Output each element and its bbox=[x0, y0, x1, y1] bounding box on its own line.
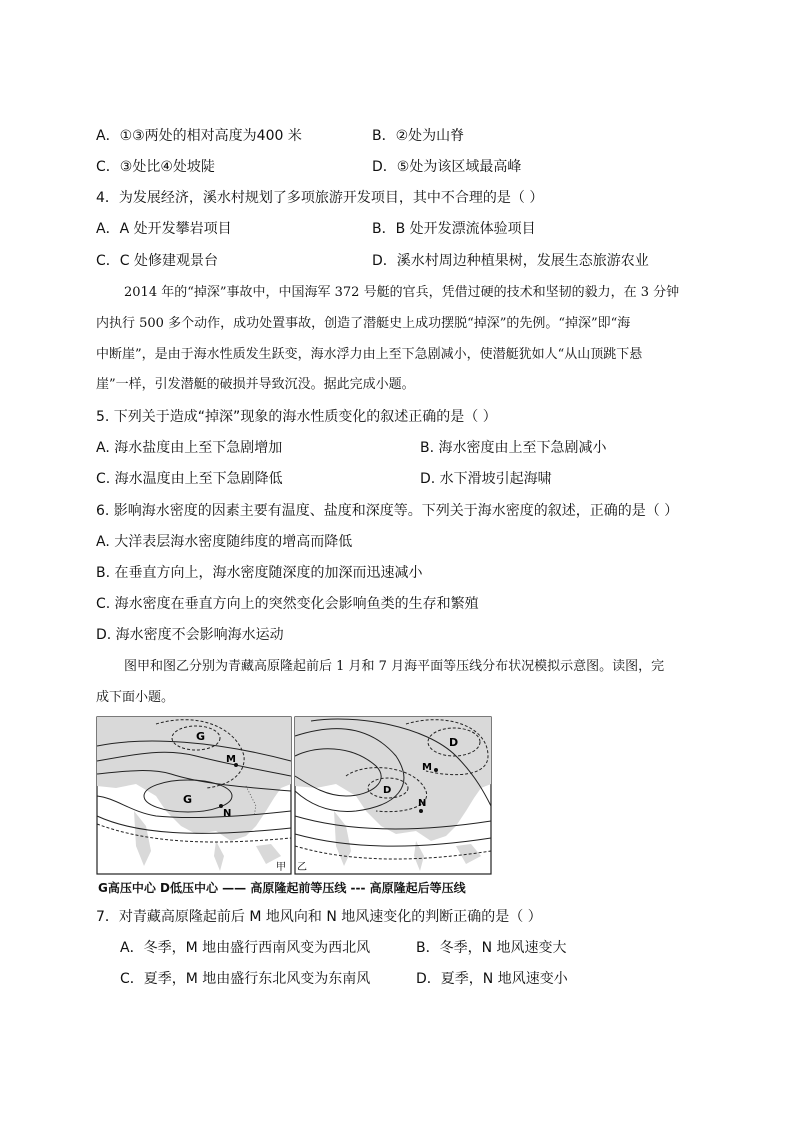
q3-option-c: C．③处比④处坡陡 bbox=[96, 159, 215, 175]
map-b bbox=[295, 717, 491, 874]
q3-option-b: B．②处为山脊 bbox=[372, 128, 465, 144]
map-a bbox=[97, 717, 291, 874]
q5-option-b: B. 海水密度由上至下急剧减小 bbox=[420, 440, 607, 456]
map-b-low-label-1: D bbox=[449, 736, 459, 749]
q6-option-c: C. 海水密度在垂直方向上的突然变化会影响鱼类的生存和繁殖 bbox=[96, 596, 479, 612]
map-a-high-label-1: G bbox=[196, 730, 206, 743]
q4-option-c: C．C 处修建观景台 bbox=[96, 253, 219, 269]
q5-stem: 5. 下列关于造成“掉深”现象的海水性质变化的叙述正确的是（ ） bbox=[96, 409, 497, 425]
q5-option-c: C. 海水温度由上至下急剧降低 bbox=[96, 471, 283, 487]
map-a-caption: 甲 bbox=[276, 862, 286, 873]
map-b-point-n: N bbox=[418, 798, 427, 809]
q7-option-a: A．冬季，M 地由盛行西南风变为西北风 bbox=[120, 940, 371, 956]
isobar-maps-figure bbox=[96, 716, 492, 876]
map-b-point-m: M bbox=[422, 762, 432, 773]
map-a-point-n: N bbox=[223, 808, 232, 819]
map-b-caption: 乙 bbox=[297, 862, 307, 873]
map-b-low-label-2: D bbox=[383, 785, 392, 796]
q7-option-d: D．夏季，N 地风速变小 bbox=[416, 971, 568, 987]
q7-option-c: C．夏季，M 地由盛行东北风变为东南风 bbox=[120, 971, 371, 987]
q6-option-d: D. 海水密度不会影响海水运动 bbox=[96, 627, 284, 643]
q4-option-d: D．溪水村周边种植果树，发展生态旅游农业 bbox=[372, 253, 649, 269]
figure-legend: G高压中心 D低压中心 —— 高原隆起前等压线 --- 高原隆起后等压线 bbox=[98, 881, 466, 895]
passage1-line4: 崖”一样，引发潜艇的破损并导致沉没。据此完成小题。 bbox=[96, 377, 415, 392]
passage2-line2: 成下面小题。 bbox=[96, 690, 175, 705]
q7-stem: 7．对青藏高原隆起前后 M 地风向和 N 地风速变化的判断正确的是（ ） bbox=[96, 909, 542, 925]
q4-stem: 4．为发展经济，溪水村规划了多项旅游开发项目，其中不合理的是（ ） bbox=[96, 190, 544, 206]
q5-option-a: A. 海水盐度由上至下急剧增加 bbox=[96, 440, 283, 456]
passage1-line3: 中断崖”，是由于海水性质发生跃变，海水浮力由上至下急剧减小，使潜艇犹如人“从山顶跳下悬 bbox=[96, 347, 643, 362]
q5-option-d: D. 水下滑坡引起海啸 bbox=[420, 471, 552, 487]
q7-option-b: B．冬季，N 地风速变大 bbox=[416, 940, 567, 956]
map-a-point-m: M bbox=[226, 754, 236, 765]
q4-option-b: B．B 处开发漂流体验项目 bbox=[372, 221, 536, 237]
q3-option-d: D．⑤处为该区域最高峰 bbox=[372, 159, 522, 175]
passage1-line2: 内执行 500 多个动作，成功处置事故，创造了潜艇史上成功摆脱“掉深”的先例。“掉深”即“海 bbox=[96, 316, 631, 331]
passage2-line1: 图甲和图乙分别为青藏高原隆起前后 1 月和 7 月海平面等压线分布状况模拟示意图。读图，完 bbox=[124, 659, 665, 674]
q3-option-a: A．①③两处的相对高度为400 米 bbox=[96, 128, 302, 144]
q6-option-a: A. 大洋表层海水密度随纬度的增高而降低 bbox=[96, 534, 353, 550]
q6-option-b: B. 在垂直方向上，海水密度随深度的加深而迅速减小 bbox=[96, 565, 423, 581]
q4-option-a: A．A 处开发攀岩项目 bbox=[96, 221, 232, 237]
q6-stem: 6. 影响海水密度的因素主要有温度、盐度和深度等。下列关于海水密度的叙述，正确的是（ ） bbox=[96, 503, 679, 519]
passage1-line1: 2014 年的“掉深”事故中，中国海军 372 号艇的官兵，凭借过硬的技术和坚韧的毅力，在 3 分钟 bbox=[124, 285, 680, 300]
map-a-high-label-2: G bbox=[183, 793, 193, 806]
